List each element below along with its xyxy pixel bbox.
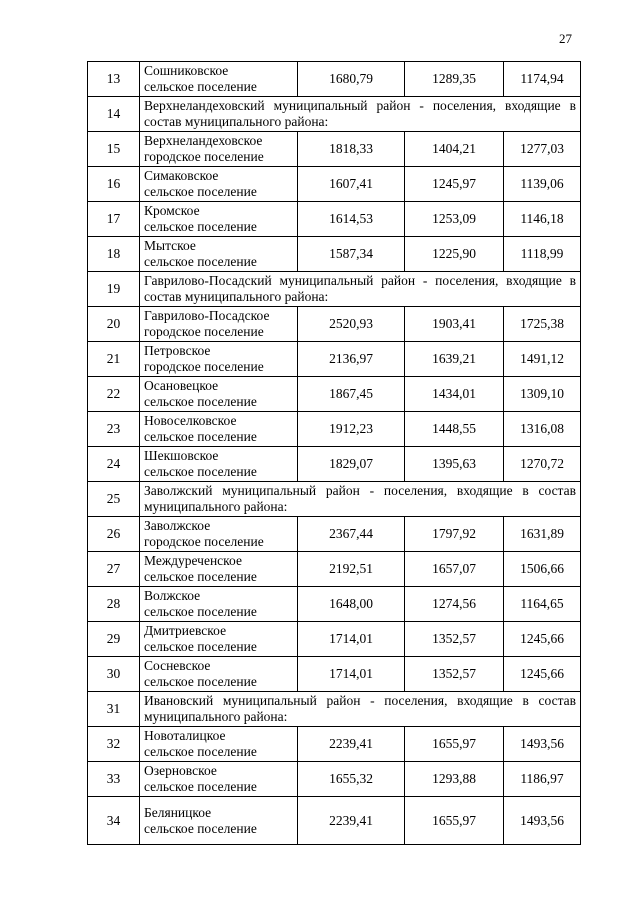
settlement-name xyxy=(140,797,298,845)
row-number: 23 xyxy=(88,412,140,447)
table-row xyxy=(88,62,581,97)
value-cell-3: 1174,94 xyxy=(504,62,581,97)
row-number: 24 xyxy=(88,447,140,482)
settlement-name-line1: Верхнеландеховское xyxy=(144,133,263,148)
value-cell-1: 2136,97 xyxy=(298,342,405,377)
table-row xyxy=(88,342,581,377)
row-number: 33 xyxy=(88,762,140,797)
table-row xyxy=(88,552,581,587)
table-row xyxy=(88,412,581,447)
settlement-name xyxy=(140,307,298,342)
value-cell-2: 1245,97 xyxy=(405,167,504,202)
value-cell-1: 2520,93 xyxy=(298,307,405,342)
settlement-name xyxy=(140,657,298,692)
row-number: 18 xyxy=(88,237,140,272)
table-row xyxy=(88,797,581,845)
district-heading: Гаврилово-Посадский муниципальный район - поселения, входящие в состав муниципального района: xyxy=(140,272,581,307)
settlement-name xyxy=(140,762,298,797)
value-cell-3: 1491,12 xyxy=(504,342,581,377)
value-cell-1: 2239,41 xyxy=(298,797,405,845)
settlement-name-line1: Новоселковское xyxy=(144,413,237,428)
row-number: 22 xyxy=(88,377,140,412)
value-cell-1: 1607,41 xyxy=(298,167,405,202)
table-row xyxy=(88,237,581,272)
row-number: 14 xyxy=(88,97,140,132)
settlement-name-line1: Озерновское xyxy=(144,763,217,778)
table-row xyxy=(88,202,581,237)
settlement-name xyxy=(140,412,298,447)
settlement-name-line1: Новоталицкое xyxy=(144,728,226,743)
value-cell-1: 1818,33 xyxy=(298,132,405,167)
settlement-name-line1: Дмитриевское xyxy=(144,623,227,638)
value-cell-1: 2192,51 xyxy=(298,552,405,587)
value-cell-1: 1714,01 xyxy=(298,657,405,692)
district-heading: Верхнеландеховский муниципальный район - поселения, входящие в состав муниципального района: xyxy=(140,97,581,132)
value-cell-3: 1493,56 xyxy=(504,797,581,845)
settlement-name-line1: Сосневское xyxy=(144,658,211,673)
value-cell-3: 1139,06 xyxy=(504,167,581,202)
value-cell-3: 1186,97 xyxy=(504,762,581,797)
settlement-name-line1: Шекшовское xyxy=(144,448,219,463)
settlement-name-line1: Междуреченское xyxy=(144,553,242,568)
row-number: 32 xyxy=(88,727,140,762)
settlement-name-line1: Осановецкое xyxy=(144,378,219,393)
settlement-name-line1: Петровское xyxy=(144,343,211,358)
row-number: 13 xyxy=(88,62,140,97)
table-row xyxy=(88,377,581,412)
settlement-type-line: городское поселение xyxy=(144,149,264,164)
table-row xyxy=(88,307,581,342)
value-cell-3: 1245,66 xyxy=(504,622,581,657)
row-number: 20 xyxy=(88,307,140,342)
value-cell-1: 1680,79 xyxy=(298,62,405,97)
settlement-type-line: сельское поселение xyxy=(144,254,257,269)
value-cell-2: 1434,01 xyxy=(405,377,504,412)
settlement-type-line: сельское поселение xyxy=(144,820,257,836)
value-cell-2: 1274,56 xyxy=(405,587,504,622)
settlement-name xyxy=(140,727,298,762)
district-heading: Ивановский муниципальный район - поселения, входящие в состав муниципального района: xyxy=(140,692,581,727)
settlement-name xyxy=(140,517,298,552)
settlement-type-line: сельское поселение xyxy=(144,464,257,479)
table-row xyxy=(88,167,581,202)
value-cell-3: 1270,72 xyxy=(504,447,581,482)
settlement-name xyxy=(140,62,298,97)
district-heading: Заволжский муниципальный район - поселения, входящие в состав муниципального района: xyxy=(140,482,581,517)
settlements-table xyxy=(87,61,581,845)
value-cell-3: 1245,66 xyxy=(504,657,581,692)
table-row xyxy=(88,517,581,552)
row-number: 34 xyxy=(88,797,140,845)
table-row xyxy=(88,132,581,167)
settlement-name-line1: Мытское xyxy=(144,238,196,253)
settlement-type-line: сельское поселение xyxy=(144,604,257,619)
value-cell-1: 1648,00 xyxy=(298,587,405,622)
table-row xyxy=(88,447,581,482)
value-cell-2: 1657,07 xyxy=(405,552,504,587)
value-cell-2: 1352,57 xyxy=(405,657,504,692)
settlement-name-line1: Беляницкое xyxy=(144,804,212,820)
settlement-name xyxy=(140,342,298,377)
settlement-name-line1: Симаковское xyxy=(144,168,219,183)
settlement-type-line: сельское поселение xyxy=(144,394,257,409)
value-cell-2: 1395,63 xyxy=(405,447,504,482)
value-cell-1: 1714,01 xyxy=(298,622,405,657)
value-cell-2: 1404,21 xyxy=(405,132,504,167)
value-cell-1: 1614,53 xyxy=(298,202,405,237)
value-cell-2: 1253,09 xyxy=(405,202,504,237)
settlement-type-line: сельское поселение xyxy=(144,79,257,94)
row-number: 16 xyxy=(88,167,140,202)
value-cell-2: 1352,57 xyxy=(405,622,504,657)
value-cell-3: 1277,03 xyxy=(504,132,581,167)
value-cell-3: 1725,38 xyxy=(504,307,581,342)
table-row xyxy=(88,97,581,132)
value-cell-1: 1587,34 xyxy=(298,237,405,272)
row-number: 19 xyxy=(88,272,140,307)
settlement-name-line1: Гаврилово-Посадское xyxy=(144,308,270,323)
value-cell-2: 1797,92 xyxy=(405,517,504,552)
settlement-type-line: сельское поселение xyxy=(144,779,257,794)
table-row xyxy=(88,272,581,307)
settlement-name-line1: Волжское xyxy=(144,588,201,603)
value-cell-2: 1225,90 xyxy=(405,237,504,272)
table-row xyxy=(88,622,581,657)
value-cell-3: 1146,18 xyxy=(504,202,581,237)
table-row xyxy=(88,482,581,517)
value-cell-3: 1309,10 xyxy=(504,377,581,412)
row-number: 21 xyxy=(88,342,140,377)
settlement-name xyxy=(140,447,298,482)
settlement-type-line: сельское поселение xyxy=(144,184,257,199)
page-number: 27 xyxy=(559,31,572,46)
value-cell-1: 1655,32 xyxy=(298,762,405,797)
value-cell-1: 2239,41 xyxy=(298,727,405,762)
settlement-name xyxy=(140,552,298,587)
value-cell-2: 1655,97 xyxy=(405,727,504,762)
row-number: 15 xyxy=(88,132,140,167)
value-cell-2: 1655,97 xyxy=(405,797,504,845)
row-number: 29 xyxy=(88,622,140,657)
settlement-type-line: городское поселение xyxy=(144,534,264,549)
value-cell-3: 1316,08 xyxy=(504,412,581,447)
row-number: 27 xyxy=(88,552,140,587)
value-cell-2: 1289,35 xyxy=(405,62,504,97)
value-cell-3: 1164,65 xyxy=(504,587,581,622)
value-cell-2: 1293,88 xyxy=(405,762,504,797)
settlement-type-line: сельское поселение xyxy=(144,569,257,584)
row-number: 30 xyxy=(88,657,140,692)
settlement-name-line1: Кромское xyxy=(144,203,200,218)
table-row xyxy=(88,692,581,727)
settlement-type-line: сельское поселение xyxy=(144,429,257,444)
settlement-name xyxy=(140,132,298,167)
value-cell-2: 1903,41 xyxy=(405,307,504,342)
settlement-name xyxy=(140,587,298,622)
row-number: 28 xyxy=(88,587,140,622)
table-row xyxy=(88,657,581,692)
value-cell-1: 1867,45 xyxy=(298,377,405,412)
settlement-type-line: сельское поселение xyxy=(144,744,257,759)
settlement-name xyxy=(140,377,298,412)
value-cell-3: 1506,66 xyxy=(504,552,581,587)
table-row xyxy=(88,587,581,622)
settlement-type-line: городское поселение xyxy=(144,359,264,374)
settlement-name xyxy=(140,622,298,657)
row-number: 17 xyxy=(88,202,140,237)
value-cell-3: 1493,56 xyxy=(504,727,581,762)
value-cell-2: 1639,21 xyxy=(405,342,504,377)
row-number: 26 xyxy=(88,517,140,552)
settlement-name-line1: Сошниковское xyxy=(144,63,229,78)
settlement-type-line: сельское поселение xyxy=(144,219,257,234)
value-cell-1: 1829,07 xyxy=(298,447,405,482)
settlement-type-line: сельское поселение xyxy=(144,674,257,689)
settlement-name xyxy=(140,202,298,237)
value-cell-3: 1631,89 xyxy=(504,517,581,552)
settlement-name-line1: Заволжское xyxy=(144,518,211,533)
table-row xyxy=(88,762,581,797)
row-number: 25 xyxy=(88,482,140,517)
row-number: 31 xyxy=(88,692,140,727)
settlement-name xyxy=(140,167,298,202)
settlement-type-line: городское поселение xyxy=(144,324,264,339)
value-cell-2: 1448,55 xyxy=(405,412,504,447)
settlement-name xyxy=(140,237,298,272)
value-cell-1: 1912,23 xyxy=(298,412,405,447)
value-cell-1: 2367,44 xyxy=(298,517,405,552)
value-cell-3: 1118,99 xyxy=(504,237,581,272)
settlement-type-line: сельское поселение xyxy=(144,639,257,654)
table-row xyxy=(88,727,581,762)
